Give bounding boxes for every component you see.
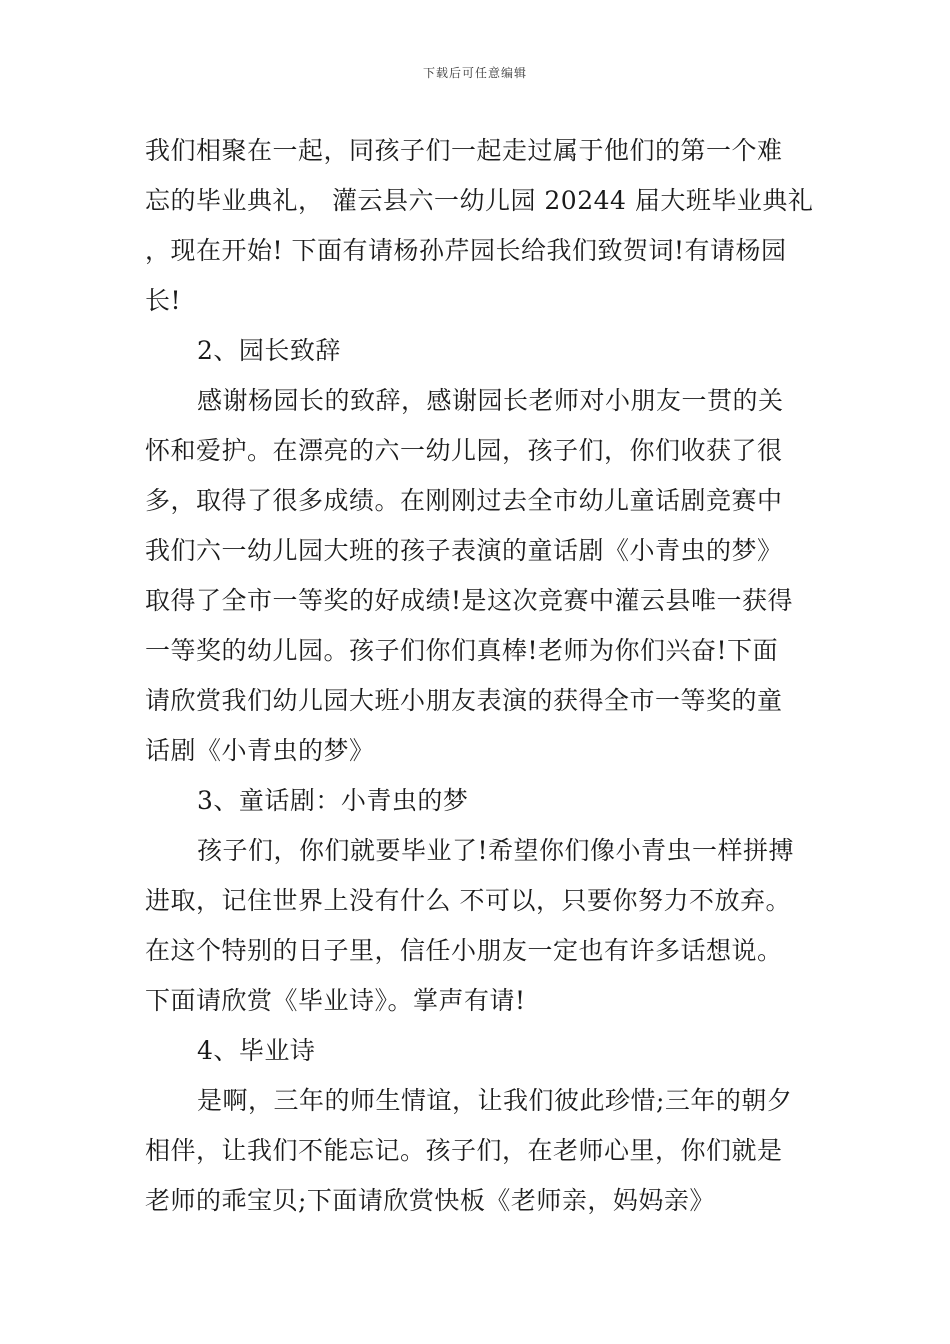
text-line: 怀和爱护。在漂亮的六一幼儿园，孩子们，你们收获了很 (145, 436, 783, 465)
text-line: 多，取得了很多成绩。在刚刚过去全市幼儿童话剧竞赛中 (145, 486, 783, 515)
text-line: 进取，记住世界上没有什么 不可以，只要你努力不放弃。 (145, 886, 791, 915)
text-line: 取得了全市一等奖的好成绩!是这次竞赛中灌云县唯一获得 (145, 586, 794, 615)
text-line: 相伴，让我们不能忘记。孩子们，在老师心里，你们就是 (145, 1136, 783, 1165)
section-heading: 3、童话剧：小青虫的梦 (197, 786, 469, 815)
section-heading: 2、园长致辞 (197, 336, 341, 365)
text-line: 我们六一幼儿园大班的孩子表演的童话剧《小青虫的梦》 (145, 536, 783, 565)
text-line: 一等奖的幼儿园。孩子们你们真棒!老师为你们兴奋!下面 (145, 636, 779, 665)
document-body (145, 126, 814, 1226)
paragraph-start: 感谢杨园长的致辞，感谢园长老师对小朋友一贯的关 (197, 386, 784, 415)
section-heading: 4、毕业诗 (197, 1036, 316, 1065)
text-line: 下面请欣赏《毕业诗》。掌声有请! (145, 986, 526, 1015)
paragraph-start: 孩子们，你们就要毕业了!希望你们像小青虫一样拼搏 (197, 836, 795, 865)
paragraph-start: 是啊，三年的师生情谊，让我们彼此珍惜;三年的朝夕 (197, 1086, 793, 1115)
page-header: 下载后可任意编辑 (422, 66, 527, 80)
text-line: 话剧《小青虫的梦》 (145, 736, 375, 765)
text-line: 我们相聚在一起，同孩子们一起走过属于他们的第一个难 (145, 136, 783, 165)
text-line: 忘的毕业典礼， 灌云县六一幼儿园 20244 届大班毕业典礼 (145, 186, 814, 215)
text-line: ，现在开始! 下面有请杨孙芹园长给我们致贺词!有请杨园 (145, 236, 787, 265)
text-line: 请欣赏我们幼儿园大班小朋友表演的获得全市一等奖的童 (145, 686, 783, 715)
text-line: 长! (145, 286, 182, 315)
text-line: 在这个特别的日子里，信任小朋友一定也有许多话想说。 (145, 936, 783, 965)
text-line: 老师的乖宝贝;下面请欣赏快板《老师亲，妈妈亲》 (145, 1186, 715, 1215)
